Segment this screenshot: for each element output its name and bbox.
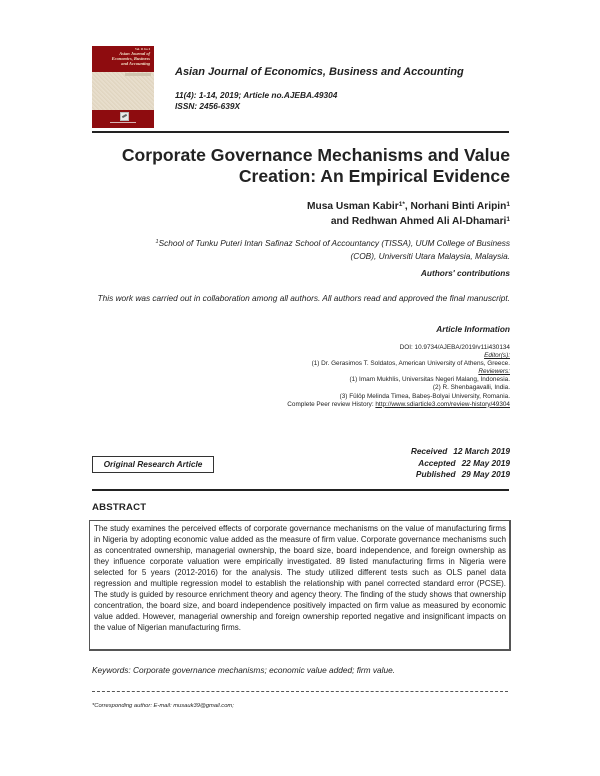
author-list	[80, 199, 510, 229]
cover-top-label: Vol. 11 Iss 4	[134, 47, 150, 51]
corresponding-author-footnote: *Corresponding author: E-mail: musauk39@gmail.com;	[92, 703, 234, 709]
cover-banner	[92, 46, 154, 72]
author-affiliation-mark: 1	[506, 201, 510, 208]
publication-dates	[411, 446, 510, 481]
author-name: Norhani Binti Aripin	[410, 201, 507, 212]
paper-title	[80, 145, 510, 187]
abstract-heading: ABSTRACT	[92, 502, 147, 513]
header-divider	[92, 131, 509, 133]
editor: (1) Dr. Gerasimos T. Soldatos, American University of Athens, Greece.	[311, 360, 510, 368]
cover-title-line: Economics, Business	[111, 56, 150, 61]
cover-footer	[92, 110, 154, 128]
date-value: 12 March 2019	[453, 446, 510, 456]
review-history-link[interactable]: http://www.sdiarticle3.com/review-history/49304	[375, 400, 510, 408]
abstract-text: The study examines the perceived effects of corporate governance mechanisms on the value of manufacturing firms in Nigeria by adopting economic value added as the measure of firm value. Corporate governance mechanisms such as concentrated ownership, managerial ownership, the board size, board independence, and foreign ownership as they influence corporate valuation were empirically investigated. 89 listed manufacturing firms in Nigeria were selected for 5 years (2012-2016) for the analysis. The study utilized different tests such as OLS panel data regression and multiple regression model to establish the relationship with panel corrected standard error (PCSE). The study is guided by resource enrichment theory and agency theory. The finding of the study shows that ownership concentration, the board size, and board independence positively impacted on firm value as measured by economic value added. However, managerial ownership and foreign ownership reported negative and insignificant impacts on the value of Nigerian manufacturing firms.	[94, 524, 506, 633]
author-name: Musa Usman Kabir	[306, 201, 399, 212]
section-divider	[92, 489, 509, 491]
affiliation-line: (COB), Universiti Utara Malaysia, Malaysia.	[350, 250, 510, 261]
doi: DOI: 10.9734/AJEBA/2019/v11i430134	[399, 344, 510, 351]
review-history-label: Complete Peer review History:	[287, 400, 376, 408]
date-label: Received	[410, 446, 448, 456]
author-affiliation-mark: 1	[506, 216, 510, 223]
cover-texture	[92, 72, 154, 110]
author-name: and Redhwan Ahmed Ali Al-Dhamari	[330, 216, 507, 227]
date-row-published	[411, 469, 510, 481]
date-row-received	[411, 446, 510, 458]
date-value: 22 May 2019	[461, 457, 510, 468]
author-affiliation-mark: 1*	[398, 201, 405, 208]
date-row-accepted	[411, 458, 510, 470]
affiliation-line: School of Tunku Puteri Intan Safinaz School of Accountancy (TISSA), UUM College of Business	[158, 238, 510, 248]
journal-name: Asian Journal of Economics, Business and Accounting	[175, 66, 464, 78]
publisher-logo-icon	[120, 112, 129, 121]
volume-line: 11(4): 1-14, 2019; Article no.AJEBA.49304	[175, 90, 338, 100]
issn-line: ISSN: 2456-639X	[175, 101, 241, 111]
reviewer: (1) Imam Mukhlis, Universitas Negeri Malang, Indonesia.	[349, 376, 510, 384]
title-line: Creation: An Empirical Evidence	[238, 166, 510, 186]
date-value: 29 May 2019	[461, 469, 510, 479]
reviewer: (3) Fülöp Melinda Timea, Babeș-Bolyai University, Romania.	[339, 392, 510, 400]
reviewer: (2) R. Shenbagavalli, India.	[432, 384, 510, 392]
author-separator: ,	[404, 201, 411, 212]
title-line: Corporate Governance Mechanisms and Value	[121, 145, 510, 165]
keywords: Keywords: Corporate governance mechanisms; economic value added; firm value.	[92, 665, 395, 675]
footnote-divider	[92, 691, 508, 692]
article-info-heading: Article Information	[436, 324, 510, 334]
date-label: Published	[415, 469, 456, 479]
affiliation	[80, 237, 510, 262]
journal-cover-image	[92, 46, 154, 128]
cover-title-line: and Accounting	[121, 61, 150, 66]
contributions-text: This work was carried out in collaboration among all authors. All authors read and approved the final manuscript.	[97, 293, 510, 303]
reviewers-label: Reviewers:	[478, 368, 510, 376]
article-info-block	[150, 344, 510, 409]
affiliation-mark: 1	[155, 239, 159, 245]
date-label: Accepted	[418, 457, 456, 468]
editor-label: Editor(s):	[484, 352, 510, 360]
contributions-heading: Authors' contributions	[420, 268, 510, 278]
article-type-badge: Original Research Article	[92, 456, 214, 473]
cover-title-line: Asian Journal of	[119, 51, 150, 56]
abstract-box	[89, 520, 511, 651]
